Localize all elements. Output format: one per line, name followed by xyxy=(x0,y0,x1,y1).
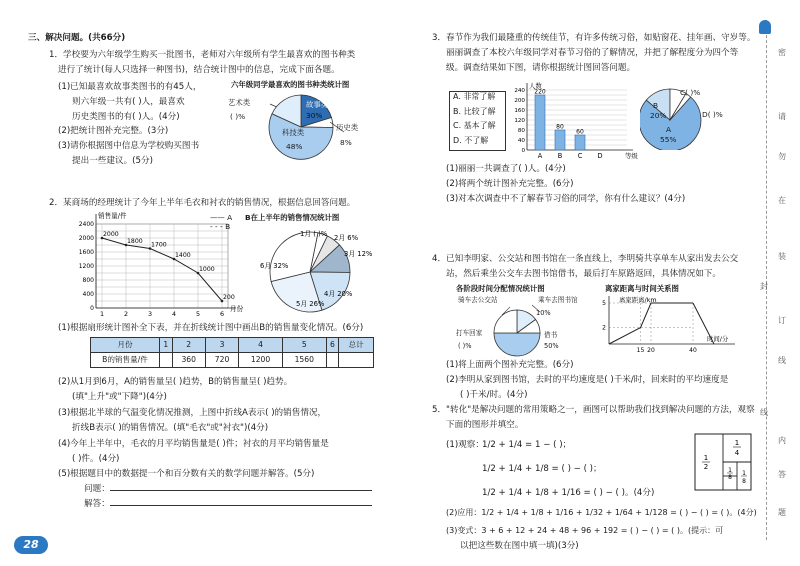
q2-sub4a: (4)今年上半年中，毛衣的月平均销售量是( )件；衬衣的月平均销售量是 xyxy=(58,439,329,449)
x-tick-label: 40 xyxy=(689,347,697,354)
table-cell-input[interactable] xyxy=(326,353,339,368)
y-tick-label: 2 xyxy=(602,324,606,332)
q4-pie-taxi xyxy=(494,310,517,333)
side-word: 密 xyxy=(778,48,786,57)
q4-pie-library xyxy=(494,333,540,356)
q3-pie-a-name: A xyxy=(666,125,672,134)
data-label: 1800 xyxy=(127,238,143,245)
x-axis-label: 等级 xyxy=(625,152,638,160)
q2-table-row xyxy=(91,353,374,368)
x-tick-label: A xyxy=(537,152,543,160)
q1-value-history: 8% xyxy=(340,138,352,147)
svg-text:1: 1 xyxy=(703,454,709,462)
q2-sub3b: 折线B表示( )的销售情况。(填"毛衣"或"衬衣")(4分) xyxy=(72,423,269,433)
q5-obs-row3: 1/2 + 1/4 + 1/8 + 1/16 = ( ) − ( )。(4分) xyxy=(482,488,655,498)
y-tick-label: 5 xyxy=(602,300,606,307)
pie-label: 5月 26% xyxy=(296,300,325,308)
q3-option-d: D. 不了解 xyxy=(453,135,489,145)
y-tick-label: 1600 xyxy=(78,249,94,256)
y-tick-label: 240 xyxy=(514,88,525,94)
q3-pie-c-label: C( )% xyxy=(680,88,701,97)
y-axis-label: 人数 xyxy=(529,82,542,90)
q2-legend-b: - - - B xyxy=(210,222,231,231)
q3-option-a: A. 非常了解 xyxy=(453,92,496,101)
q1-label-history: 历史类 xyxy=(336,123,359,132)
q3-options-box xyxy=(449,91,506,151)
x-tick-label: 4 xyxy=(171,310,177,318)
x-tick-label: B xyxy=(557,152,563,160)
x-axis-label: 时间/分 xyxy=(707,335,729,343)
data-label: 1000 xyxy=(199,266,215,273)
side-word: 装 xyxy=(778,252,786,261)
side-word: 封 xyxy=(760,282,768,291)
x-tick-label: D xyxy=(597,152,603,160)
data-label: 1400 xyxy=(175,252,191,259)
q3-sub2: (2)将两个统计图补充完整。(6分) xyxy=(446,179,574,189)
q4-line2: 站，然后乘坐公交车去图书馆借书，最后打车原路返回，具体情况如下。 xyxy=(446,269,722,279)
q2-sub1: (1)根据扇形统计图补全下表，并在折线统计图中画出B的销售量变化情况。(6分) xyxy=(58,323,364,333)
q3-pie-b-name: B xyxy=(653,101,659,110)
q3-line1: 3．春节作为我们最隆重的传统佳节，有许多传统习俗，如贴窗花、挂年画、守岁等。 xyxy=(432,33,756,43)
q3-pie-d-label: D( )% xyxy=(702,110,723,119)
q4-pie-chart xyxy=(452,293,587,357)
table-cell: 5 xyxy=(282,338,326,353)
q4-pie-title: 各阶段时间分配情况统计图 xyxy=(456,284,545,293)
table-cell: 720 xyxy=(205,353,238,368)
q4-sub2a: (2)李明从家到图书馆，去时的平均速度是( )千米/时，回来时的平均速度是 xyxy=(446,375,729,385)
side-word: 订 xyxy=(778,316,786,325)
table-cell-input[interactable] xyxy=(339,353,374,368)
q3-option-c: C. 基本了解 xyxy=(453,121,496,130)
q1-line2: 进行了统计(每人只选择一种图书)，结合统计图中的信息，完成下面各题。 xyxy=(58,65,340,75)
q4-line-title: 离家距离与时间关系图 xyxy=(605,284,679,293)
y-tick-label: 800 xyxy=(82,277,94,284)
x-tick-label: 2 xyxy=(123,310,129,318)
table-cell-input[interactable] xyxy=(160,353,173,368)
table-cell: 4 xyxy=(239,338,283,353)
x-tick-label: 6 xyxy=(219,310,225,318)
pie-label: 4月 20% xyxy=(324,290,353,298)
x-tick-label: 1 xyxy=(99,310,105,318)
bar-value-label: 220 xyxy=(534,88,546,96)
q1-value-art: ( )% xyxy=(230,112,246,121)
side-word: 勿 xyxy=(778,152,786,161)
q2-sub2a: (2)从1月到6月，A的销售量呈( )趋势，B的销售量呈( )趋势。 xyxy=(58,377,293,387)
table-cell: B的销售量/件 xyxy=(91,353,160,368)
q1-value-story: 30% xyxy=(306,111,323,120)
x-tick-label: 15 xyxy=(636,347,645,354)
q2-sub2b: (填"上升"或"下降")(4分) xyxy=(72,392,167,402)
q2-pie-chart xyxy=(252,222,372,318)
q3-line3: 级。调查结果如下图，请你根据统计图回答问题。 xyxy=(446,63,636,73)
binding-line xyxy=(766,20,767,540)
q3-line2: 丽丽调查了本校六年级同学对春节习俗的了解情况，并把了解程度分为四个等 xyxy=(446,48,739,58)
q5-var-a: (3)变式：3 + 6 + 12 + 24 + 48 + 96 + 192 = ( ) − ( ) = ( )。(提示：可 xyxy=(446,526,724,535)
q2-sub4b: ( )件。(4分) xyxy=(72,454,120,464)
q4-value-library: 50% xyxy=(544,342,559,350)
y-axis-label: 离家距离/km xyxy=(619,296,657,304)
table-cell: 总计 xyxy=(339,338,374,353)
y-tick-label: 160 xyxy=(514,108,525,114)
q5-square-diagram xyxy=(694,433,752,491)
q4-label-cycle: 骑车去公交站 xyxy=(458,296,498,304)
bar-value-label: 60 xyxy=(576,128,584,136)
y-tick-label: 400 xyxy=(82,291,94,298)
q1-sub1a: (1)已知最喜欢故事类图书的有45人， xyxy=(58,82,202,92)
q3-sub1: (1)丽丽一共调查了( )人。(4分) xyxy=(446,164,566,174)
x-axis-label: 月份 xyxy=(230,305,244,313)
side-word: 在 xyxy=(778,196,786,205)
q5-var-b: 以把这些数在图中填一填)(3分) xyxy=(460,541,579,551)
side-word: 题 xyxy=(778,508,786,517)
section-title: 三、解决问题。(共66分) xyxy=(28,33,126,43)
side-word: 内 xyxy=(778,436,786,445)
table-cell: 2 xyxy=(172,338,205,353)
q3-option-b: B. 比较了解 xyxy=(453,106,496,116)
q2-table xyxy=(90,337,374,368)
q3-pie-chart xyxy=(640,88,740,150)
page-number-badge: 28 xyxy=(14,536,48,554)
y-tick-label: 40 xyxy=(517,138,525,144)
q5-obs-row1: 1/2 + 1/4 = 1 − ( )； xyxy=(482,440,572,450)
q4-sub2b: ( )千米/时。(4分) xyxy=(460,390,528,400)
series-line-return xyxy=(693,303,714,344)
pie-label: 2月 6% xyxy=(334,234,359,242)
data-label: 1700 xyxy=(151,241,167,249)
y-tick-label: 0 xyxy=(521,148,525,154)
y-tick-label: 80 xyxy=(517,128,525,134)
q5-line1: 5．"转化"是解决问题的常用策略之一，画图可以帮助我们找到解决问题的方法，观察 xyxy=(432,405,755,415)
q1-label-art: 艺术类 xyxy=(228,98,251,107)
x-tick-label: 5 xyxy=(195,310,201,318)
q5-line2: 下面的图形并填空。 xyxy=(446,420,524,430)
q2-sub3a: (3)根据北半球的气温变化情况推测，上图中折线A表示( )的销售情况， xyxy=(58,408,327,418)
q1-pie-chart xyxy=(226,92,376,160)
q2-sub5: (5)根据题目中的数据提一个和百分数有关的数学问题并解答。(5分) xyxy=(58,469,315,479)
q2-legend-a: —— A xyxy=(210,213,233,222)
y-tick-label: 0 xyxy=(90,305,94,312)
table-cell: 6 xyxy=(326,338,339,353)
table-cell: 1560 xyxy=(282,353,326,368)
pie-label: 6月 32% xyxy=(260,262,289,270)
q2-answer[interactable]: 解答： xyxy=(84,499,372,510)
svg-text:8: 8 xyxy=(742,478,746,485)
table-cell: 1 xyxy=(160,338,173,353)
svg-text:1: 1 xyxy=(728,467,732,474)
side-word: 线 xyxy=(760,408,768,417)
q1-sub2: (2)把统计图补充完整。(3分) xyxy=(58,126,169,136)
pie-label: 3月 12% xyxy=(344,250,372,258)
q4-label-bus: 乘车去图书馆 xyxy=(538,296,578,304)
side-word: 请 xyxy=(778,112,786,121)
binding-icon xyxy=(759,20,771,34)
y-tick-label: 1200 xyxy=(78,263,94,270)
y-tick-label: 120 xyxy=(514,118,525,124)
q1-sub3a: (3)请你根据图中信息为学校购买图书 xyxy=(58,141,200,151)
q5-obs-label: (1)观察： xyxy=(446,440,484,450)
q2-problem[interactable]: 问题： xyxy=(84,484,372,495)
svg-text:4: 4 xyxy=(734,449,740,457)
q1-sub1c: 历史类图书的有( )人。(4分) xyxy=(72,112,180,122)
bar xyxy=(535,95,545,150)
x-tick-label: C xyxy=(577,152,583,160)
bar-value-label: 80 xyxy=(556,123,564,131)
q2-intro: 2．某商场的经理统计了今年上半年毛衣和衬衣的销售情况，根据信息回答问题。 xyxy=(49,198,356,208)
pie-label: 1月 ( )% xyxy=(300,230,328,238)
q1-chart-title: 六年级同学最喜欢的图书种类统计图 xyxy=(231,80,350,89)
q2-pie-title: B在上半年的销售情况统计图 xyxy=(245,213,340,222)
q1-sub1b: 则六年级一共有( )人，最喜欢 xyxy=(72,97,185,107)
q4-line1: 4．已知李明家、公交站和图书馆在一条直线上，李明骑共享单车从家出发去公交 xyxy=(432,254,739,264)
table-cell: 360 xyxy=(172,353,205,368)
y-axis-label: 销售量/件 xyxy=(98,212,127,220)
x-tick-label: 20 xyxy=(647,347,655,354)
q2-table-head xyxy=(91,338,374,353)
q4-label-library: 借书 xyxy=(544,331,558,339)
bar xyxy=(575,135,585,150)
x-tick-label: 3 xyxy=(147,310,153,318)
q1-value-tech: 48% xyxy=(286,142,303,151)
q4-label-taxi: 打车回家 xyxy=(456,329,483,337)
side-word: 线 xyxy=(778,356,786,365)
q5-app: (2)应用：1/2 + 1/4 + 1/8 + 1/16 + 1/32 + 1/64 + 1/128 = ( ) − ( ) = ( )。(4分) xyxy=(446,508,757,517)
q3-sub3: (3)对本次调查中不了解春节习俗的同学，你有什么建议？(4分) xyxy=(446,194,686,204)
q4-line-chart xyxy=(595,292,745,354)
svg-text:8: 8 xyxy=(728,474,732,481)
svg-text:1: 1 xyxy=(742,470,746,477)
y-tick-label: 2000 xyxy=(78,235,94,242)
svg-text:1: 1 xyxy=(734,439,740,447)
y-tick-label: 200 xyxy=(514,98,525,104)
q1-label-tech: 科技类 xyxy=(282,128,305,137)
q4-value-taxi: ( )% xyxy=(458,342,472,350)
data-label: 2000 xyxy=(103,231,119,238)
q3-pie-b-value: 20% xyxy=(650,111,667,120)
bar xyxy=(555,130,565,150)
data-label: 200 xyxy=(223,294,235,301)
q1-line1: 1．学校要为六年级学生购买一批图书，老师对六年级所有学生最喜欢的图书种类 xyxy=(49,50,356,60)
q4-value-bus: 10% xyxy=(536,309,551,317)
table-cell: 1200 xyxy=(239,353,283,368)
q1-sub3b: 提出一些建议。(5分) xyxy=(72,156,153,166)
svg-text:2: 2 xyxy=(703,463,709,471)
q4-sub1: (1)将上面两个图补充完整。(6分) xyxy=(446,360,574,370)
q3-pie-a-value: 55% xyxy=(660,135,677,144)
q5-obs-row2: 1/2 + 1/4 + 1/8 = ( ) − ( )； xyxy=(482,464,602,474)
y-tick-label: 2400 xyxy=(78,221,94,228)
q3-bar-chart xyxy=(505,80,640,160)
q1-label-story: 故事类 xyxy=(306,100,329,109)
table-cell: 3 xyxy=(205,338,238,353)
table-cell: 月份 xyxy=(91,338,160,353)
side-word: 答 xyxy=(778,470,786,479)
